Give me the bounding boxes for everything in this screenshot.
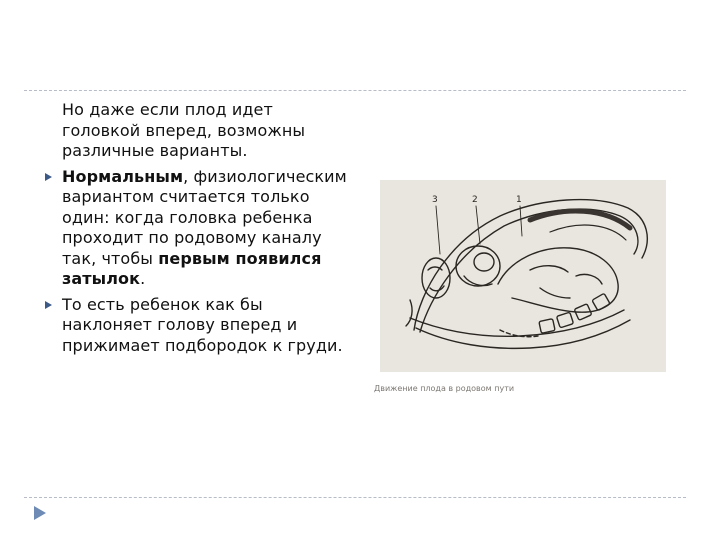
- figure-label-3: 3: [432, 195, 438, 205]
- figure-label-2: 2: [472, 195, 478, 205]
- next-slide-arrow-icon[interactable]: [34, 506, 46, 520]
- bullet-normal-variant: [38, 167, 356, 290]
- bullet-arrow-icon: [45, 173, 52, 181]
- figure-caption: Движение плода в родовом пути: [374, 384, 515, 393]
- bullet1-mid: , физиологическим вариантом считается только один: когда головка ребенка проходит по родовому каналу так, чтобы: [62, 166, 347, 268]
- bullet-arrow-icon: [45, 301, 52, 309]
- figure-label-1: 1: [516, 195, 522, 205]
- bottom-divider: [24, 497, 686, 498]
- fetus-in-birth-canal-illustration: [380, 180, 666, 372]
- bullet-head-tilt: [38, 295, 356, 357]
- illustration-svg: [380, 180, 666, 372]
- bullet2-text: То есть ребенок как бы наклоняет голову вперед и прижимает подбородок к груди.: [62, 294, 343, 355]
- top-divider: [24, 90, 686, 91]
- bullet1-lead: Нормальным: [62, 166, 184, 186]
- bullet1-end: .: [140, 269, 146, 288]
- bullet1-emph: первым появился затылок: [62, 248, 322, 288]
- intro-text: Но даже если плод идет головкой вперед, возможны различные варианты.: [62, 100, 306, 160]
- slide-text: [38, 100, 356, 361]
- intro-paragraph: [38, 100, 356, 162]
